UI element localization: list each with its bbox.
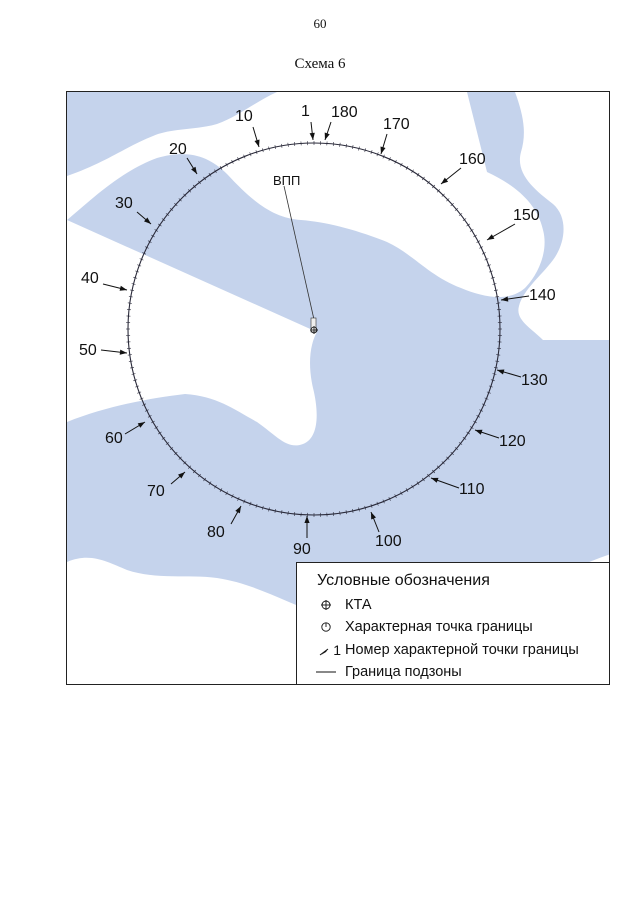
subzone-boundary-line-icon	[311, 669, 341, 675]
boundary-point-number: 110	[459, 481, 485, 498]
legend-symbol-number: 1	[333, 642, 341, 658]
boundary-point-number-icon	[311, 642, 341, 658]
boundary-point-number: 130	[521, 372, 548, 389]
boundary-point-number: 120	[499, 433, 526, 450]
legend-item-boundary-point	[311, 617, 533, 637]
boundary-point-number: 100	[375, 533, 402, 550]
legend-label-subzone-boundary: Граница подзоны	[345, 664, 462, 680]
scheme-title: Схема 6	[294, 56, 346, 72]
boundary-point-number: 40	[81, 270, 99, 287]
page-number: 60	[313, 16, 327, 31]
boundary-point-icon	[311, 621, 341, 633]
boundary-point-number: 70	[147, 483, 165, 500]
boundary-point-number: 60	[105, 430, 123, 447]
aerodrome-reference-point-icon	[311, 599, 341, 611]
boundary-point-number: 30	[115, 195, 133, 212]
legend	[296, 562, 610, 685]
boundary-point-number: 1	[301, 103, 310, 120]
boundary-point-number: 160	[459, 151, 486, 168]
boundary-point-number: 140	[529, 287, 556, 304]
boundary-point-number: 150	[513, 207, 540, 224]
boundary-point-number: 90	[293, 541, 311, 558]
boundary-point-number: 20	[169, 141, 187, 158]
legend-label-kta: КТА	[345, 597, 372, 613]
boundary-point-number: 180	[331, 104, 358, 121]
legend-label-point-number: Номер характерной точки границы	[345, 642, 579, 658]
boundary-point-number: 50	[79, 342, 97, 359]
boundary-point-number: 80	[207, 524, 225, 541]
legend-label-boundary-point: Характерная точка границы	[345, 619, 533, 635]
legend-title: Условные обозначения	[317, 572, 490, 589]
legend-item-point-number	[311, 640, 579, 660]
boundary-point-number: 170	[383, 116, 410, 133]
legend-item-kta	[311, 595, 372, 615]
boundary-point-number: 10	[235, 108, 253, 125]
legend-item-subzone-boundary	[311, 662, 462, 682]
runway-label: ВПП	[273, 173, 301, 188]
